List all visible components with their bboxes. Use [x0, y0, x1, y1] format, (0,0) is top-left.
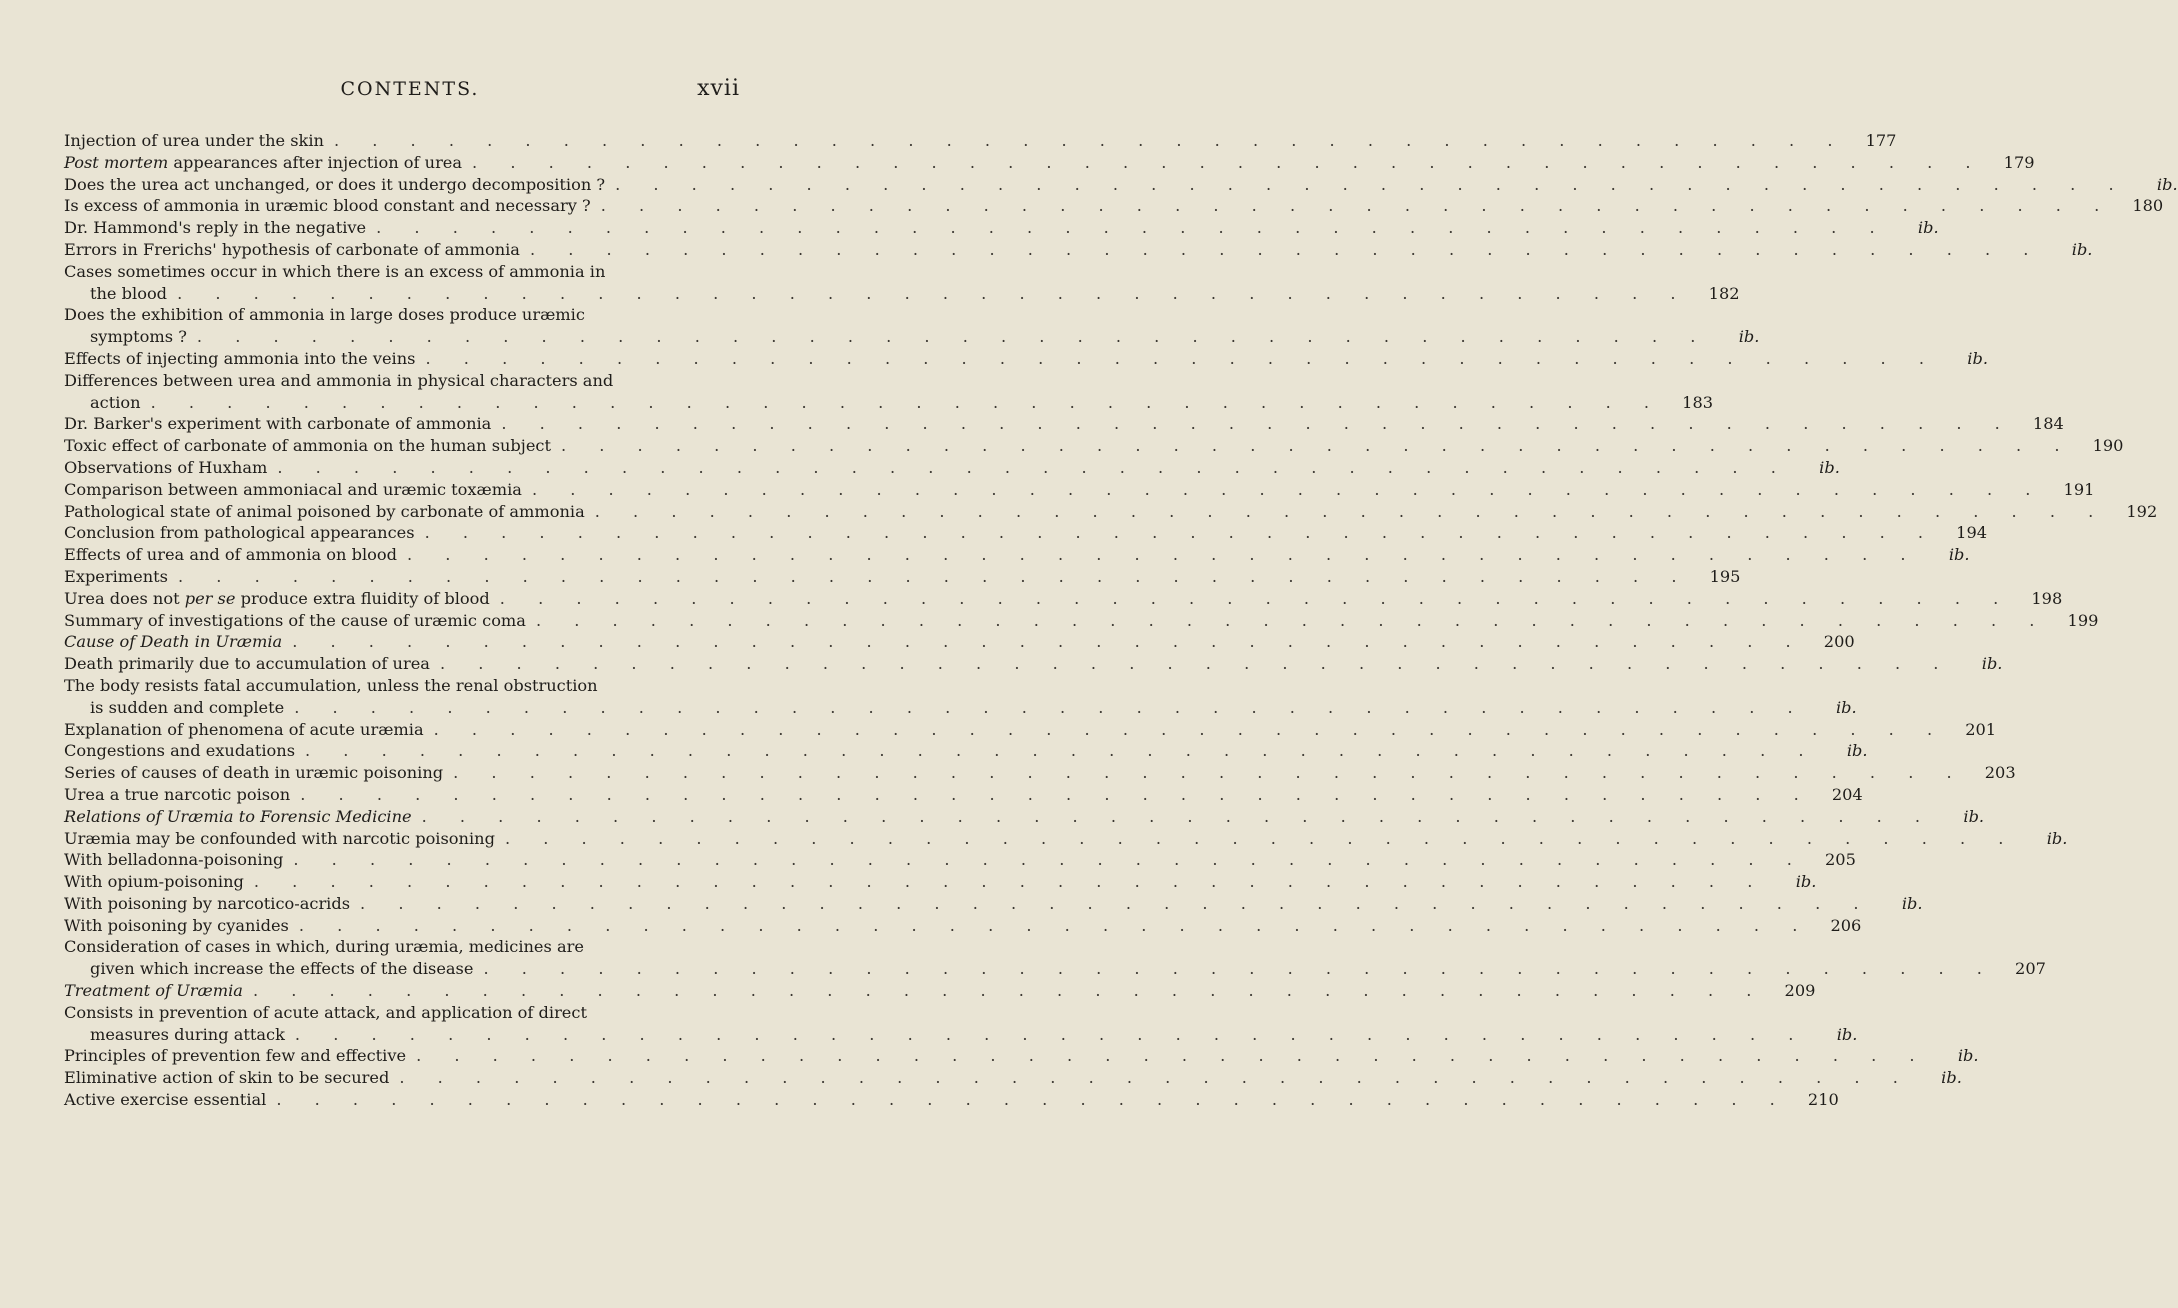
toc-entry: [64, 588, 2063, 610]
toc-entry-text: Toxic effect of carbonate of ammonia on the human subject: [64, 436, 551, 456]
toc-entry: [64, 544, 1970, 566]
leader-dots: . . . . . . . . . . . . . . . . . . . . . . . . . . . . . . . . . . . . . . . .: [501, 414, 2014, 434]
toc-entry: [64, 522, 1988, 544]
leader-dots: . . . . . . . . . . . . . . . . . . . . . . . . . . . . . . . . . . . . . . . .: [300, 784, 1813, 804]
toc-entry: [64, 828, 2068, 850]
toc-entry: [64, 174, 2178, 196]
toc-page-number: ib.: [1941, 1068, 1962, 1088]
toc-page-number: 204: [1831, 784, 1863, 804]
toc-page-number: 209: [1784, 981, 1816, 1001]
leader-dots: . . . . . . . . . . . . . . . . . . . . . . . . . . . . . . . . . . . . . . . .: [433, 719, 1947, 739]
toc-entry-text: Is excess of ammonia in uræmic blood constant and necessary ?: [64, 196, 591, 216]
toc-page-number: ib.: [1948, 545, 1970, 565]
toc-entry-text: Relations of Uræmia to Forensic Medicine: [64, 806, 412, 826]
running-title: CONTENTS.: [340, 78, 480, 100]
toc-page-number: 205: [1824, 850, 1856, 870]
toc-page-number: 190: [2092, 436, 2124, 456]
toc-entry-text: With belladonna-poisoning: [64, 850, 284, 870]
leader-dots: . . . . . . . . . . . . . . . . . . . . . . . . . . . . . . . . . . . . . . . .: [333, 131, 1847, 150]
leader-dots: . . . . . . . . . . . . . . . . . . . . . . . . . . . . . . . . . . . . . . . .: [425, 348, 1938, 368]
toc-page-number: 201: [1965, 719, 1997, 739]
leader-dots: . . . . . . . . . . . . . . . . . . . . . . . . . . . . . . . . . . . . . . . .: [421, 806, 1935, 826]
toc-entry: [64, 566, 1741, 588]
toc-page-number: ib.: [1738, 327, 1760, 347]
toc-entry-text: is sudden and complete: [90, 697, 285, 717]
toc-entry: [64, 631, 1855, 653]
toc-page-number: ib.: [2071, 239, 2093, 259]
toc-entry-text: Conclusion from pathological appearances: [64, 523, 415, 543]
toc-entry-text: symptoms ?: [90, 327, 187, 347]
leader-dots: . . . . . . . . . . . . . . . . . . . . . . . . . . . . . . . . . . . . . . . .: [360, 893, 1873, 913]
toc-entry-text: Uræmia may be confounded with narcotic poisoning: [64, 828, 495, 848]
toc-entry: [64, 675, 744, 697]
toc-entry: [64, 1089, 1839, 1111]
toc-entry: [64, 1045, 1979, 1067]
toc-entry-text: Experiments: [64, 566, 168, 586]
toc-entry-continuation: [64, 326, 1760, 348]
toc-entry-text: Active exercise essential: [64, 1090, 267, 1110]
leader-dots: . . . . . . . . . . . . . . . . . . . . . . . . . . . . . . . . . . . . . . . .: [294, 697, 1807, 717]
leader-dots: . . . . . . . . . . . . . . . . . . . . . . . . . . . . . . . . . . . . . . . .: [298, 915, 1812, 935]
leader-dots: . . . . . . . . . . . . . . . . . . . . . . . . . . . . . . . . . . . . . . . .: [252, 981, 1766, 1001]
toc-entry-text: The body resists fatal accumulation, unless the renal obstruction: [64, 675, 598, 695]
toc-entry: [64, 980, 1816, 1002]
toc-entry-text: action: [90, 392, 141, 412]
toc-entry-text: Death primarily due to accumulation of urea: [64, 654, 430, 674]
toc-entry: [64, 610, 2099, 632]
toc-page-number: ib.: [1917, 218, 1939, 238]
toc-entry: [64, 849, 1856, 871]
leader-dots: . . . . . . . . . . . . . . . . . . . . . . . . . . . . . . . . . . . . . . . .: [453, 763, 1966, 783]
leader-dots: . . . . . . . . . . . . . . . . . . . . . . . . . . . . . . . . . . . . . . . .: [407, 545, 1920, 565]
toc-entry: [64, 653, 2003, 675]
toc-page-number: 195: [1709, 566, 1741, 586]
toc-page-number: ib.: [1901, 893, 1923, 913]
toc-entry-text: given which increase the effects of the disease: [90, 959, 474, 979]
toc-entry: [64, 871, 1817, 893]
toc-entry: [64, 435, 2124, 457]
toc-page-number: 182: [1708, 283, 1740, 303]
leader-dots: . . . . . . . . . . . . . . . . . . . . . . . . . . . . . . . . . . . . . . . .: [150, 392, 1664, 412]
leader-dots: . . . . . . . . . . . . . . . . . . . . . . . . . . . . . . . . . . . . . . . .: [177, 283, 1690, 303]
leader-dots: . . . . . . . . . . . . . . . . . . . . . . . . . . . . . . . . . . . . . . . .: [600, 196, 2114, 216]
toc-entry-text: With poisoning by narcotico-acrids: [64, 893, 351, 913]
leader-dots: . . . . . . . . . . . . . . . . . . . . . . . . . . . . . . . . . . . . . . . .: [560, 436, 2074, 456]
toc-entry: [64, 479, 2095, 501]
toc-entry-text: measures during attack: [90, 1024, 285, 1044]
toc-page-number: ib.: [1957, 1046, 1979, 1066]
toc-page-number: 180: [2132, 196, 2164, 216]
toc-entry-text: Cases sometimes occur in which there is an excess of ammonia in: [64, 261, 606, 281]
toc-entry-text: Congestions and exudations: [64, 741, 296, 761]
toc-entry-text: the blood: [90, 283, 168, 303]
toc-page-number: 177: [1865, 131, 1897, 150]
toc-entry: [64, 501, 2158, 523]
toc-entry-text: With poisoning by cyanides: [64, 915, 289, 935]
toc-page-number: ib.: [1967, 348, 1988, 368]
toc-page-number: 210: [1807, 1090, 1839, 1110]
leader-dots: . . . . . . . . . . . . . . . . . . . . . . . . . . . . . . . . . . . . . . . .: [531, 479, 2045, 499]
toc-page-number: 191: [2063, 479, 2095, 499]
toc-page-number: ib.: [2046, 828, 2068, 848]
leader-dots: . . . . . . . . . . . . . . . . . . . . . . . . . . . . . . . . . . . . . . . .: [472, 152, 1985, 172]
toc-page-number: 206: [1830, 915, 1862, 935]
table-of-contents: [64, 130, 2178, 1111]
toc-entry-continuation: [64, 283, 1740, 305]
toc-page-number: ib.: [1836, 697, 1857, 717]
leader-dots: . . . . . . . . . . . . . . . . . . . . . . . . . . . . . . . . . . . . . . . .: [483, 959, 1996, 979]
leader-dots: . . . . . . . . . . . . . . . . . . . . . . . . . . . . . . . . . . . . . . . .: [376, 218, 1889, 238]
toc-entry: [64, 304, 744, 326]
toc-entry: [64, 762, 2016, 784]
leader-dots: . . . . . . . . . . . . . . . . . . . . . . . . . . . . . . . . . . . . . . . .: [294, 1024, 1808, 1044]
leader-dots: . . . . . . . . . . . . . . . . . . . . . . . . . . . . . . . . . . . . . . . .: [424, 523, 1938, 543]
toc-page-number: ib.: [1963, 806, 1985, 826]
toc-entry-text: Effects of injecting ammonia into the veins: [64, 348, 416, 368]
toc-entry: [64, 370, 744, 392]
toc-entry: [64, 1067, 1962, 1089]
toc-page-number: 207: [2015, 959, 2046, 979]
toc-page-number: 203: [1984, 763, 2016, 783]
leader-dots: . . . . . . . . . . . . . . . . . . . . . . . . . . . . . . . . . . . . . . . .: [305, 741, 1818, 761]
toc-entry-text: Injection of urea under the skin: [64, 131, 324, 150]
leader-dots: . . . . . . . . . . . . . . . . . . . . . . . . . . . . . . . . . . . . . . . .: [504, 828, 2018, 848]
toc-entry-text: Cause of Death in Uræmia: [64, 632, 283, 652]
toc-entry-text: Dr. Barker's experiment with carbonate of ammonia: [64, 414, 492, 434]
toc-entry: [64, 348, 1988, 370]
toc-entry: [64, 239, 2093, 261]
toc-page-number: 184: [2032, 414, 2064, 434]
toc-entry: [64, 217, 1939, 239]
leader-dots: . . . . . . . . . . . . . . . . . . . . . . . . . . . . . . . . . . . . . . . .: [293, 850, 1806, 870]
leader-dots: . . . . . . . . . . . . . . . . . . . . . . . . . . . . . . . . . . . . . . . .: [276, 1090, 1789, 1110]
toc-entry-text: Summary of investigations of the cause of uræmic coma: [64, 610, 526, 630]
leader-dots: . . . . . . . . . . . . . . . . . . . . . . . . . . . . . . . . . . . . . . . .: [529, 239, 2043, 259]
leader-dots: . . . . . . . . . . . . . . . . . . . . . . . . . . . . . . . . . . . . . . . .: [594, 501, 2108, 521]
toc-entry-text: Does the urea act unchanged, or does it undergo decomposition ?: [64, 174, 606, 194]
page-number: xvii: [697, 76, 740, 101]
toc-entry-continuation: [64, 1024, 1858, 1046]
toc-entry-continuation: [64, 958, 2046, 980]
toc-page-number: ib.: [1819, 457, 1840, 477]
toc-entry-text: Urea a true narcotic poison: [64, 784, 291, 804]
toc-entry-text: Pathological state of animal poisoned by carbonate of ammonia: [64, 501, 585, 521]
toc-entry-text: Principles of prevention few and effective: [64, 1046, 407, 1066]
toc-entry-text: Consists in prevention of acute attack, and application of direct: [64, 1002, 587, 1022]
toc-entry: [64, 195, 2164, 217]
page-header: [80, 76, 740, 106]
toc-entry-text: Comparison between ammoniacal and uræmic toxæmia: [64, 479, 522, 499]
toc-entry-text: Explanation of phenomena of acute uræmia: [64, 719, 424, 739]
leader-dots: . . . . . . . . . . . . . . . . . . . . . . . . . . . . . . . . . . . . . . . .: [177, 566, 1691, 586]
toc-page-number: 194: [1956, 523, 1988, 543]
toc-page-number: ib.: [1836, 1024, 1858, 1044]
toc-page-number: ib.: [2156, 174, 2178, 194]
leader-dots: . . . . . . . . . . . . . . . . . . . . . . . . . . . . . . . . . . . . . . . .: [196, 327, 1710, 347]
toc-entry: [64, 130, 1897, 152]
toc-page-number: 200: [1823, 632, 1855, 652]
toc-entry-text: Eliminative action of skin to be secured: [64, 1068, 390, 1088]
toc-page-number: ib.: [1846, 741, 1868, 761]
toc-entry-text: Series of causes of death in uræmic poisoning: [64, 763, 444, 783]
toc-entry: [64, 806, 1985, 828]
toc-entry: [64, 152, 2035, 174]
toc-entry-text: Observations of Huxham: [64, 457, 268, 477]
toc-entry: [64, 936, 744, 958]
toc-entry-text: Post mortem appearances after injection of urea: [64, 152, 463, 172]
toc-entry: [64, 719, 1997, 741]
toc-entry-text: Treatment of Uræmia: [64, 981, 243, 1001]
leader-dots: . . . . . . . . . . . . . . . . . . . . . . . . . . . . . . . . . . . . . . . .: [499, 588, 2013, 608]
toc-entry-continuation: [64, 392, 1714, 414]
toc-entry-text: Urea does not per se produce extra fluidity of blood: [64, 588, 490, 608]
toc-page-number: 192: [2126, 501, 2158, 521]
leader-dots: . . . . . . . . . . . . . . . . . . . . . . . . . . . . . . . . . . . . . . . .: [253, 872, 1767, 892]
leader-dots: . . . . . . . . . . . . . . . . . . . . . . . . . . . . . . . . . . . . . . . .: [439, 654, 1953, 674]
toc-entry: [64, 1002, 744, 1024]
leader-dots: . . . . . . . . . . . . . . . . . . . . . . . . . . . . . . . . . . . . . . . .: [615, 174, 2128, 194]
toc-page-number: ib.: [1981, 654, 2003, 674]
toc-entry: [64, 413, 2064, 435]
toc-entry-text: Dr. Hammond's reply in the negative: [64, 218, 367, 238]
toc-page-number: 198: [2031, 588, 2063, 608]
toc-entry-text: Does the exhibition of ammonia in large doses produce uræmic: [64, 305, 585, 325]
toc-page-number: 199: [2067, 610, 2099, 630]
toc-entry: [64, 893, 1923, 915]
toc-entry-text: Consideration of cases in which, during uræmia, medicines are: [64, 937, 584, 957]
leader-dots: . . . . . . . . . . . . . . . . . . . . . . . . . . . . . . . . . . . . . . . .: [399, 1068, 1912, 1088]
leader-dots: . . . . . . . . . . . . . . . . . . . . . . . . . . . . . . . . . . . . . . . .: [277, 457, 1790, 477]
toc-entry-text: Differences between urea and ammonia in physical characters and: [64, 370, 614, 390]
toc-entry-continuation: [64, 697, 1857, 719]
toc-entry: [64, 457, 1840, 479]
leader-dots: . . . . . . . . . . . . . . . . . . . . . . . . . . . . . . . . . . . . . . . .: [292, 632, 1805, 652]
toc-entry: [64, 261, 744, 283]
toc-page-number: 179: [2003, 152, 2035, 172]
toc-entry-text: Effects of urea and of ammonia on blood: [64, 545, 398, 565]
toc-entry-text: With opium-poisoning: [64, 872, 244, 892]
toc-entry: [64, 784, 1863, 806]
toc-entry: [64, 740, 1868, 762]
leader-dots: . . . . . . . . . . . . . . . . . . . . . . . . . . . . . . . . . . . . . . . .: [416, 1046, 1929, 1066]
toc-page-number: ib.: [1795, 872, 1817, 892]
toc-page-number: 183: [1682, 392, 1714, 412]
leader-dots: . . . . . . . . . . . . . . . . . . . . . . . . . . . . . . . . . . . . . . . .: [535, 610, 2049, 630]
toc-entry-text: Errors in Frerichs' hypothesis of carbonate of ammonia: [64, 239, 520, 259]
toc-entry: [64, 915, 1862, 937]
